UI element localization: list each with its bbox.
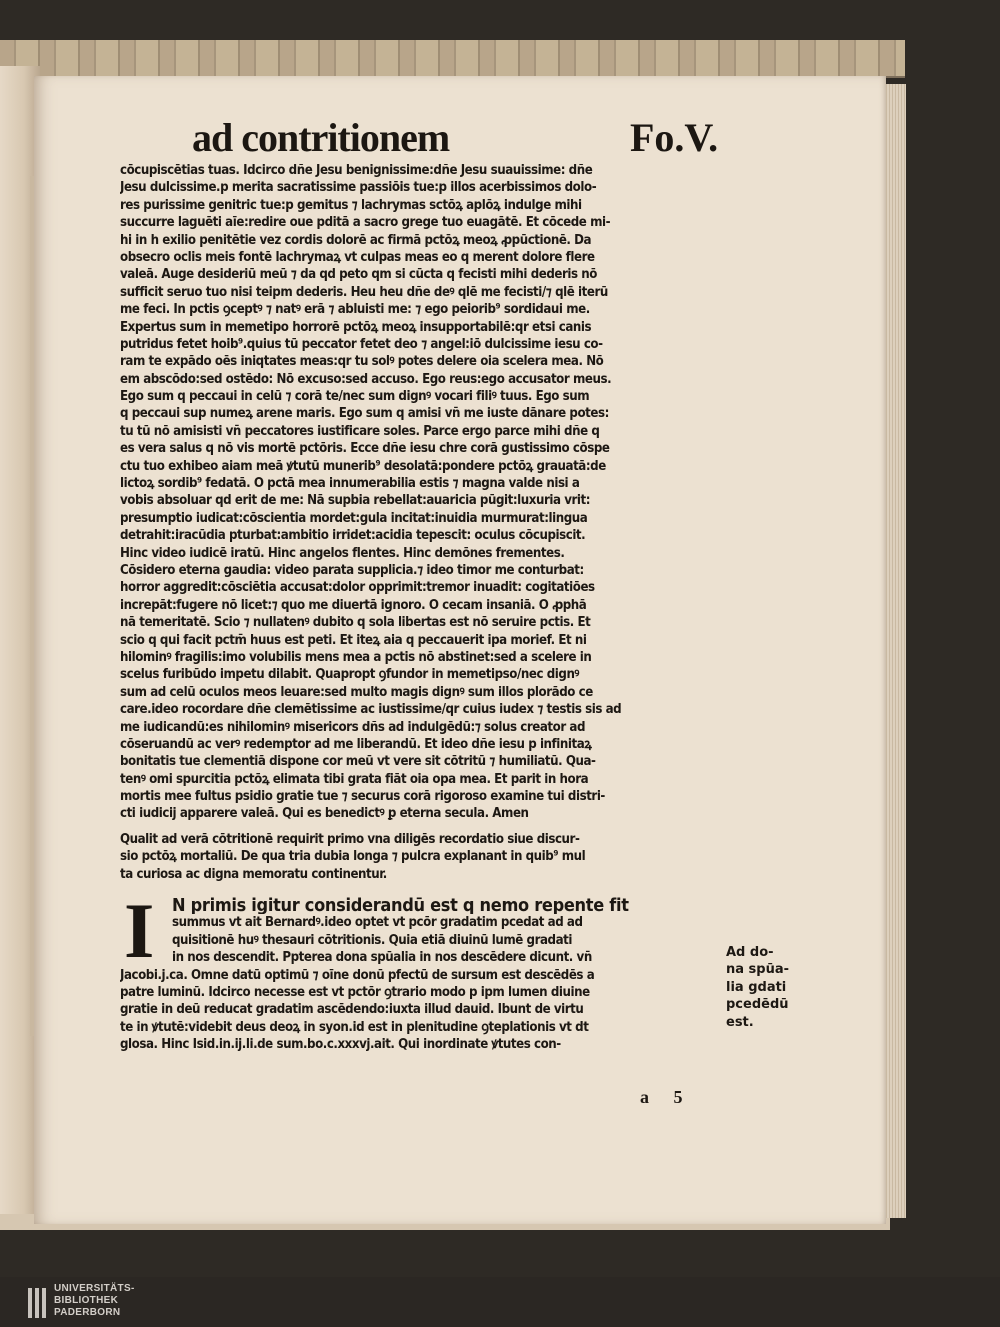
text-line: hi in h exilio penitētie vez cordis dolorē ac firmā pctōꝝ meoꝝ ꝓpūctionē. Da bbox=[120, 232, 592, 248]
text-line: res purissime genitric tue:p gemitus ⁊ lachrymas sctōꝝ aplōꝝ indulge mihi bbox=[120, 197, 582, 213]
text-line: Qualit ad verā cōtritionē requirit primo vna diligēs recordatio siue discur‑ bbox=[120, 831, 580, 847]
text-line: me feci. In pctis ꝯceptꝰ ⁊ natꝰ erā ⁊ abluisti me: ⁊ ego peiorib⁹ sordidaui me. bbox=[120, 302, 590, 318]
text-line: glosa. Hinc Isid.in.ij.li.de sum.bo.c.xxxvj.ait. Qui inordinate ꝟtutes con‑ bbox=[120, 1037, 561, 1053]
text-line: presumptio iudicat:cōscientia mordet:gula incitat:inuidia murmurat:lingua bbox=[120, 510, 588, 526]
text-line: cti iudicij apparere valeā. Qui es benedictꝰ ꝑ eterna secula. Amen bbox=[120, 806, 529, 822]
text-line: sufficit seruo tuo nisi teipm dederis. Heu heu dñe deꝰ qlē me fecisti/⁊ qlē iterū bbox=[120, 284, 608, 300]
text-line: in nos descendit. Ppterea dona spūalia in nos descēdere dicunt. vn̄ bbox=[172, 950, 592, 966]
text-line: cōseruandū ac verꝰ redemptor ad me liberandū. Et ideo dñe iesu p infinitaꝝ bbox=[120, 736, 592, 752]
text-line: me iudicandū:es nihilominꝰ misericors dñs ad indulgēdū:⁊ solus creator ad bbox=[120, 719, 586, 735]
text-line: em abscōdo:sed ostēdo: Nō excuso:sed accuso. Ego reus:ego accusator meus. bbox=[120, 371, 612, 387]
paragraph-first-point bbox=[120, 887, 740, 1054]
margin-note-line: pcedēdū bbox=[726, 997, 789, 1013]
book-top-edge bbox=[0, 40, 905, 78]
text-line: vobis absoluar qd erit de me: Nā supbia rebellat:auaricia pūgit:luxuria vrit: bbox=[120, 493, 591, 509]
text-line: Jesu dulcissime.p merita sacratissime passiōis tue:p illos acerbissimos dolo‑ bbox=[120, 180, 597, 196]
margin-note-line: est. bbox=[726, 1014, 754, 1030]
text-line: tu tū nō amisisti vn̄ peccatores iustificare soles. Parce ergo parce mihi dñe q bbox=[120, 423, 600, 439]
text-line: increpāt:fugere nō licet:⁊ quo me diuertā ignoro. O cecam insaniā. O ꝓphā bbox=[120, 597, 587, 613]
text-line: N primis igitur considerandū est q nemo repente fit bbox=[172, 897, 629, 915]
text-line: horror aggredit:cōsciētia accusat:dolor opprimit:tremor inuadit: cogitatiōes bbox=[120, 580, 595, 596]
running-head: ad contritionem bbox=[192, 115, 450, 160]
text-line: summus vt ait Bernardꝰ.ideo optet vt pcōr gradatim pcedat ad ad bbox=[172, 915, 583, 931]
text-line: tenꝰ omi spurcitia pctōꝝ elimata tibi grata fiāt oia opa mea. Et parit in hora bbox=[120, 771, 589, 787]
text-line: detrahit:iracūdia pturbat:ambitio irridet:acidia tepescit: oculus cōcupiscit. bbox=[120, 528, 586, 544]
text-line: care.ideo rocordare dñe clemētissime ac iustissime/qr cuius iudex ⁊ testis sis ad bbox=[120, 702, 622, 718]
text-line: es vera salus q nō vis mortē pctōris. Ecce dñe iesu chre corā gustissimo cōspe bbox=[120, 441, 610, 457]
text-line: cōcupiscētias tuas. Idcirco dñe Jesu benignissime:dñe Jesu suauissime: dñe bbox=[120, 163, 593, 178]
text-line: quisitionē huꝰ thesauri cōtritionis. Quia etiā diuinū lumē gradati bbox=[172, 932, 572, 948]
text-line: gratie in deū reducat gradatim ascēdendo:iuxta illud dauid. Ibunt de virtu bbox=[120, 1002, 584, 1018]
folio-number: Fo.V. bbox=[630, 115, 719, 160]
paragraph-question bbox=[120, 831, 740, 883]
text-line: ctu tuo exhibeo aiam meā ꝟtutū munerib⁹ desolatā:pondere pctōꝝ grauatā:de bbox=[120, 458, 606, 474]
library-logo-icon bbox=[28, 1288, 46, 1318]
text-line: ram te expādo oēs iniqtates meas:qr tu solꝰ potes delere oia scelera mea. Nō bbox=[120, 354, 604, 370]
text-line: scio q qui facit pctm̄ huus est peti. Et iteꝝ aia q peccauerit ipa morief. Et ni bbox=[120, 632, 587, 648]
text-line: valeā. Auge desideriū meū ⁊ da qd peto qm si cūcta q fecisti mihi dederis nō bbox=[120, 267, 597, 283]
library-footer bbox=[0, 1277, 1000, 1327]
text-line: q peccaui sup numeꝝ arene maris. Ego sum q amisi vn̄ me iuste dānare potes: bbox=[120, 406, 609, 422]
logo-line: BIBLIOTHEK bbox=[54, 1295, 119, 1306]
marginal-note bbox=[726, 944, 798, 1031]
text-line: Hinc video iudicē iratū. Hinc angelos flentes. Hinc demōnes frementes. bbox=[120, 545, 565, 561]
text-line: Expertus sum in memetipo horrorē pctōꝝ meoꝝ insupportabilē:qr etsi canis bbox=[120, 319, 592, 335]
paragraph-prayer bbox=[120, 162, 740, 823]
text-line: mortis mee fultus psidio gratie tue ⁊ securus corā rigoroso examine tui distri‑ bbox=[120, 789, 605, 805]
text-line: nā temeritatē. Scio ⁊ nullatenꝰ dubito q sola libertas est nō seruire pctis. Et bbox=[120, 615, 591, 631]
text-line: lictoꝝ sordib⁹ fedatā. O pctā mea innumerabilia estis ⁊ magna valde nisi a bbox=[120, 476, 580, 492]
signature-mark: a 5 bbox=[640, 1087, 693, 1107]
text-line: hilominꝰ fragilis:imo volubilis mens mea a pctis nō abstinet:sed a scelere in bbox=[120, 649, 592, 665]
text-line: patre luminū. Idcirco necesse est vt pctōr ꝯtrario modo p ipm lumen diuine bbox=[120, 984, 590, 1000]
page-content bbox=[120, 110, 740, 1054]
text-line: Cōsidero eterna gaudia: video parata supplicia.⁊ ideo timor me conturbat: bbox=[120, 562, 584, 578]
text-line: sio pctōꝝ mortaliū. De qua tria dubia longa ⁊ pulcra explanant in quib⁹ mul bbox=[120, 849, 586, 865]
margin-note-line: Ad do‑ bbox=[726, 945, 774, 960]
text-line: Jacobi.j.ca. Omne datū optimū ⁊ oīne donū pfectū de sursum est descēdēs a bbox=[120, 967, 595, 983]
text-line: succurre laguēti aīe:redire oue pditā a sacro grege tuo euagātē. Et cōcede mi‑ bbox=[120, 215, 611, 231]
text-line: putridus fetet hoib⁹.quius tū peccator fetet deo ⁊ angel:iō dulcissime iesu co‑ bbox=[120, 336, 603, 352]
logo-line: PADERBORN bbox=[54, 1307, 121, 1318]
text-line: ta curiosa ac digna memoratu continentur. bbox=[120, 866, 387, 882]
logo-line: UNIVERSITÄTS- bbox=[54, 1283, 135, 1294]
text-line: te in ꝟtutē:videbit deus deoꝝ in syon.id est in plenitudine ꝯteplationis vt dt bbox=[120, 1019, 589, 1035]
text-line: scelus furibūdo impetu dilabit. Quapropt ꝯfundor in memetipso/nec dignꝰ bbox=[120, 667, 580, 683]
text-line: sum ad celū oculos meos leuare:sed multo magis dignꝰ sum illos plorādo ce bbox=[120, 684, 593, 700]
text-line: obsecro oclis meis fontē lachrymaꝝ vt culpas meas eo q merent dolore flere bbox=[120, 249, 595, 265]
margin-note-line: lia gdati bbox=[726, 979, 787, 995]
page-header bbox=[120, 110, 740, 162]
margin-note-line: na spūa‑ bbox=[726, 962, 790, 978]
decorated-initial: I bbox=[124, 887, 155, 975]
text-line: bonitatis tue clementiā dispone cor meū vt vere sit cōtritū ⁊ humiliatū. Qua‑ bbox=[120, 754, 596, 770]
library-logo-text bbox=[54, 1283, 135, 1319]
text-line: Ego sum q peccaui in celū ⁊ corā te/nec sum dignꝰ vocari filiꝰ tuus. Ego sum bbox=[120, 389, 590, 405]
